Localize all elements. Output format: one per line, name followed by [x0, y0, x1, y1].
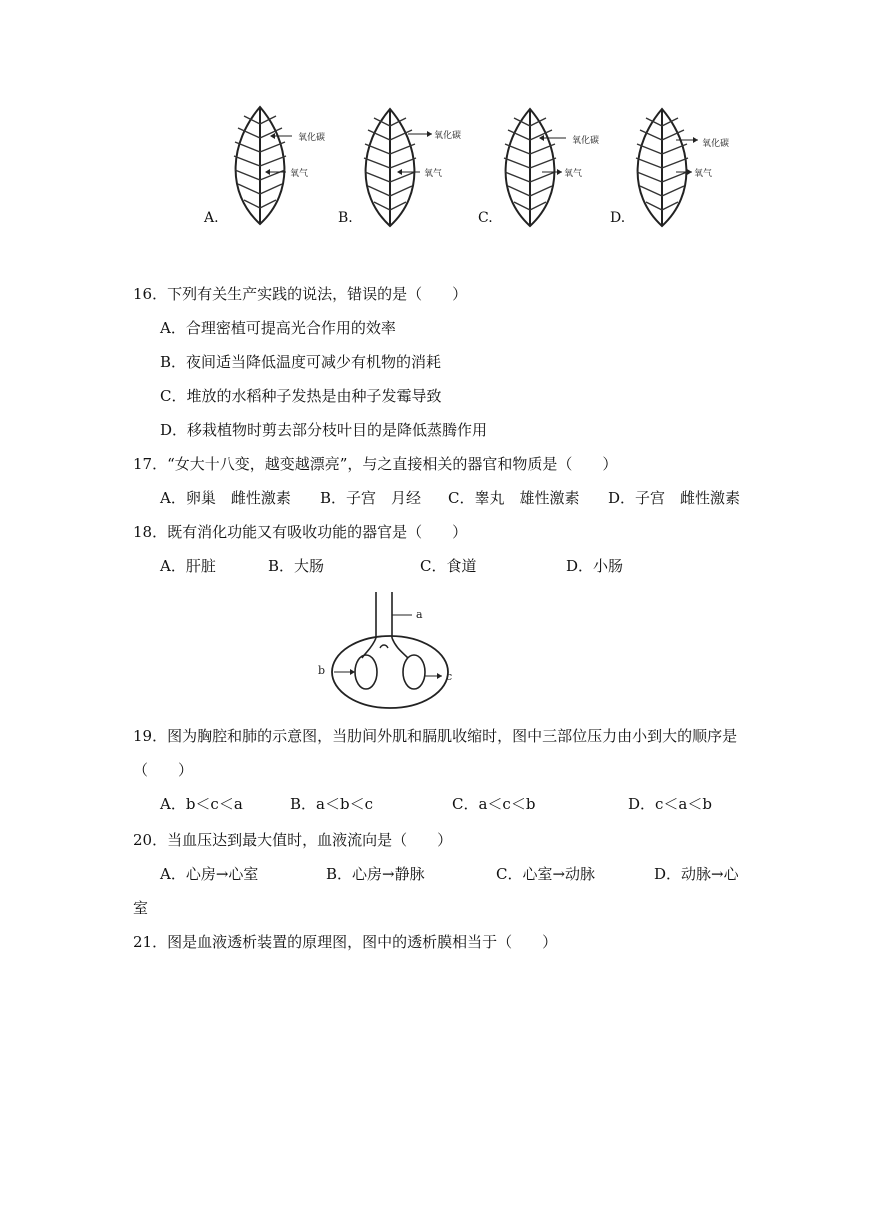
chest-lung-figure	[330, 590, 490, 720]
fig-label-a: a	[416, 608, 423, 621]
option-b: B．心房→静脉	[326, 865, 425, 883]
option-d: D．动脉→心	[654, 865, 739, 883]
leaf-a-drawing	[220, 102, 340, 232]
leaf-d-bottom-label: 氧气	[694, 169, 713, 179]
leaf-c-option: C.	[478, 210, 493, 226]
question-stem: 20．当血压达到最大值时，血液流向是（ ）	[133, 831, 453, 849]
leaf-b-option: B.	[338, 210, 353, 226]
leaf-c-bottom-label: 氧气	[564, 169, 583, 179]
option-c: C．a＜c＜b	[452, 795, 536, 813]
option-d: D．c＜a＜b	[628, 795, 712, 813]
option-c: C．心室→动脉	[496, 865, 596, 883]
question-stem: 18．既有消化功能又有吸收功能的器官是（ ）	[133, 523, 468, 541]
leaf-c-top-label: 氧化碳	[572, 136, 600, 146]
fig-label-b: b	[318, 664, 326, 677]
option-d: D．子宫 雌性激素	[608, 489, 741, 507]
leaf-a-bottom-label: 氧气	[290, 169, 309, 179]
option-b: B．大肠	[268, 557, 325, 575]
leaf-b-bottom-label: 氧气	[424, 169, 443, 179]
option-a: A．心房→心室	[160, 865, 259, 883]
option-b: B．子宫 月经	[320, 489, 422, 507]
option-b: B．a＜b＜c	[290, 795, 373, 813]
option-c: C．睾丸 雄性激素	[448, 489, 580, 507]
leaf-a-top-label: 氧化碳	[298, 133, 326, 143]
fig-label-c: c	[446, 670, 453, 683]
leaf-d-drawing	[622, 104, 742, 234]
option-d: D．小肠	[566, 557, 624, 575]
question-stem: 16．下列有关生产实践的说法，错误的是（ ）	[133, 285, 468, 303]
option-a: A．卵巢 雌性激素	[160, 489, 291, 507]
leaf-a-option: A.	[204, 210, 219, 226]
option-a: A．合理密植可提高光合作用的效率	[160, 319, 396, 337]
option-d: D．移栽植物时剪去部分枝叶目的是降低蒸腾作用	[160, 421, 488, 439]
leaf-d-top-label: 氧化碳	[702, 139, 730, 149]
option-a: A．b＜c＜a	[160, 795, 243, 813]
option-b: B．夜间适当降低温度可减少有机物的消耗	[160, 353, 442, 371]
question-stem: 21．图是血液透析装置的原理图，图中的透析膜相当于（ ）	[133, 933, 558, 951]
question-stem: 19．图为胸腔和肺的示意图，当肋间外肌和膈肌收缩时，图中三部位压力由小到大的顺序是	[133, 727, 738, 745]
leaf-c-drawing	[490, 104, 610, 234]
option-c: C．食道	[420, 557, 477, 575]
option-a: A．肝脏	[160, 557, 216, 575]
leaf-d-option: D.	[610, 210, 626, 226]
leaf-b-top-label: 氧化碳	[434, 131, 462, 141]
option-c: C．堆放的水稻种子发热是由种子发霉导致	[160, 387, 442, 405]
option-d-wrap: 室	[133, 899, 149, 917]
question-stem-continued: （ ）	[133, 761, 194, 779]
question-stem: 17．“女大十八变，越变越漂亮”，与之直接相关的器官和物质是（ ）	[133, 455, 618, 473]
leaf-b-drawing	[350, 104, 470, 234]
